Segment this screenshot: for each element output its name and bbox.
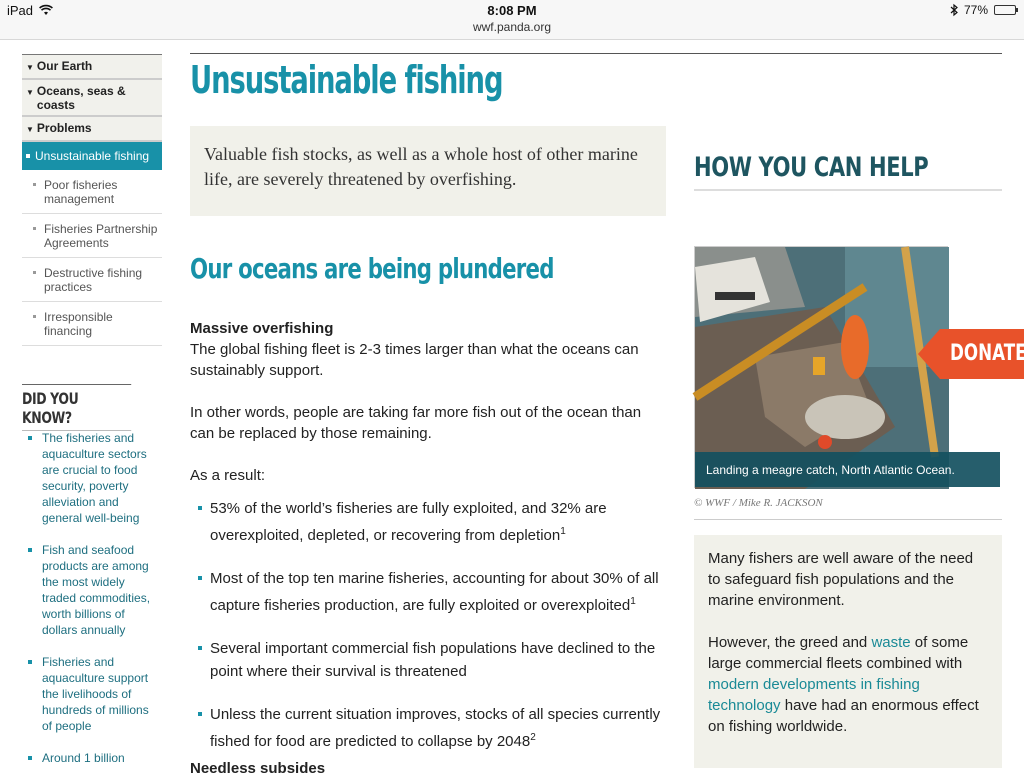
divider [694, 519, 1002, 520]
subnav-irresponsible-financing[interactable]: Irresponsible financing [22, 302, 162, 346]
nav-problems[interactable] [22, 117, 162, 142]
photo-caption: Landing a meagre catch, North Atlantic Ocean. [695, 452, 1000, 487]
paragraph: The global fishing fleet is 2-3 times larger than what the oceans can sustainably support. [190, 341, 639, 379]
device-label: iPad [7, 3, 34, 18]
list-item-text: Several important commercial fish populations have declined to the point where their survival is threatened [210, 640, 656, 680]
list-item-text: Unless the current situation improves, stocks of all species currently fished for food are predicted to collapse by 2048 [210, 706, 661, 750]
footnote-link[interactable]: 1 [560, 526, 566, 537]
nav-unsustainable-fishing[interactable] [22, 142, 162, 170]
donate-label: DONATE [950, 341, 1027, 366]
fishing-technology-link[interactable]: modern developments in fishing technology [708, 676, 920, 714]
status-right [950, 3, 1016, 17]
nav-label: Our Earth [36, 59, 93, 73]
bullet-icon [26, 154, 30, 158]
nav-our-earth[interactable] [22, 55, 162, 80]
list-item: Around 1 billion [22, 750, 162, 766]
did-you-know-list [22, 430, 162, 782]
intro-box: Valuable fish stocks, as well as a whole host of other marine life, are severely threatened by overfishing. [190, 126, 666, 216]
footnote-link[interactable]: 1 [630, 596, 636, 607]
waste-link[interactable]: waste [871, 634, 911, 651]
nav-label: Oceans, seas & coasts [36, 84, 126, 112]
text-span: have had an enormous effect on fishing worldwide. [708, 697, 979, 735]
list-item-text: Most of the top ten marine fisheries, accounting for about 30% of all capture fisheries production, are fully exploited or overexploited [210, 570, 659, 614]
list-item [190, 497, 666, 547]
list-item-text: 53% of the world’s fisheries are fully exploited, and 32% are overexploited, depleted, or recovering from depletion [210, 500, 607, 544]
nav-label: Problems [36, 121, 92, 135]
subnav-destructive-practices[interactable]: Destructive fishing practices [22, 258, 162, 302]
did-you-know-heading: DID YOU KNOW? [22, 384, 131, 431]
header-divider [190, 53, 1002, 54]
clock: 8:08 PM [487, 3, 537, 18]
list-item [190, 703, 666, 753]
list-item [190, 637, 666, 683]
section-nav [22, 54, 162, 346]
subnav-list [22, 170, 162, 346]
footnote-link[interactable]: 2 [530, 732, 536, 743]
text-span: However, the greed and [708, 634, 872, 651]
list-item: Fisheries and aquaculture support the livelihoods of hundreds of millions of people [22, 654, 162, 734]
how-you-can-help-heading: HOW YOU CAN HELP [694, 152, 929, 183]
results-list [190, 497, 666, 753]
subnav-poor-management[interactable]: Poor fisheries management [22, 170, 162, 214]
photo-credit: © WWF / Mike R. JACKSON [694, 497, 823, 509]
subnav-partnership-agreements[interactable]: Fisheries Partnership Agreements [22, 214, 162, 258]
bluetooth-icon [950, 4, 958, 16]
cut-off-heading: Needless subsides [190, 760, 326, 777]
address-bar[interactable]: wwf.panda.org [472, 20, 552, 34]
divider [694, 189, 1002, 191]
battery-percent: 77% [963, 3, 988, 17]
battery-icon [994, 5, 1016, 15]
subheading: Massive overfishing [190, 320, 334, 337]
article-body [190, 318, 666, 773]
paragraph [708, 632, 988, 737]
triangle-down-icon: ▼ [26, 88, 34, 97]
nav-label: Unsustainable fishing [35, 149, 150, 163]
nav-oceans[interactable] [22, 80, 162, 117]
page-title: Unsustainable fishing [190, 58, 503, 102]
triangle-down-icon: ▼ [26, 125, 34, 134]
list-item: Fish and seafood products are among the most widely traded commodities, worth billions of dollars annually [22, 542, 162, 638]
section-title: Our oceans are being plundered [190, 252, 554, 285]
paragraph: In other words, people are taking far more fish out of the ocean than can be replaced by those remaining. [190, 404, 642, 442]
text-span: of some large commercial fleets combined with [708, 634, 969, 672]
paragraph: As a result: [190, 467, 266, 484]
info-box [694, 535, 1002, 768]
triangle-down-icon: ▼ [26, 63, 34, 72]
paragraph: Many fishers are well aware of the need to safeguard fish populations and the marine environment. [708, 550, 974, 609]
list-item [190, 567, 666, 617]
donate-button[interactable] [918, 329, 1027, 379]
status-bar [0, 0, 1024, 40]
list-item: The fisheries and aquaculture sectors are crucial to food security, poverty alleviation and general well-being [22, 430, 162, 526]
